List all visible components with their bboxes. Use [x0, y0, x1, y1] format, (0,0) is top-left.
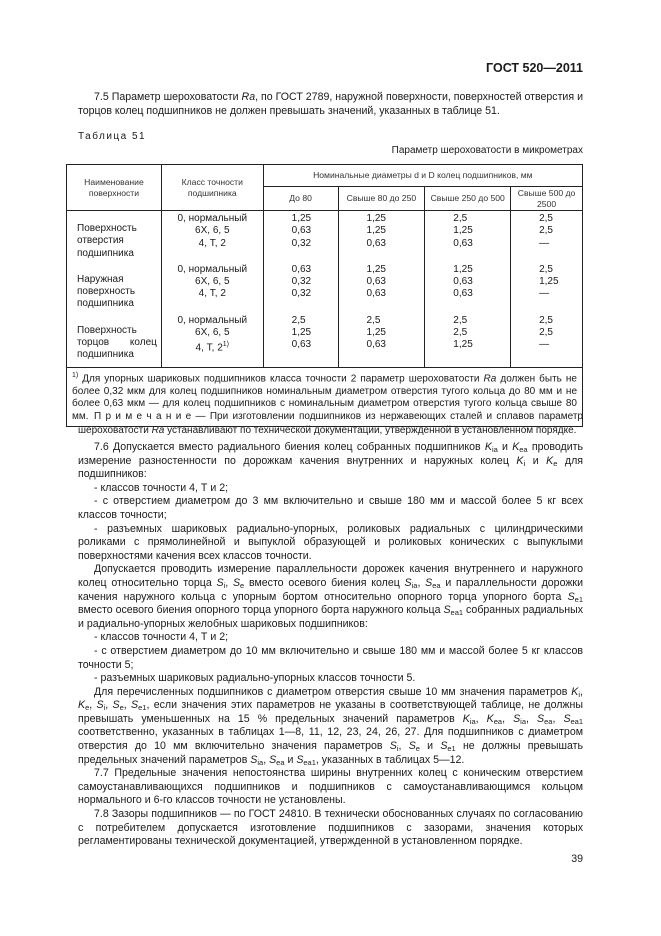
subscript: i [578, 689, 581, 699]
subscript: ea [432, 580, 441, 590]
text-run: , по ГОСТ 2789, наружной поверхности, поверхностей отверстия и торцов колец подшипников не должен превышать значений, указанных в таблице 51. [78, 91, 583, 117]
roughness-value: 0,63 [425, 276, 511, 288]
table-row [67, 262, 583, 276]
subscript: e1 [574, 594, 583, 604]
body-text [78, 441, 583, 849]
roughness-value: 2,5 [338, 313, 425, 327]
accuracy-class [161, 211, 263, 226]
italic-symbol: S [296, 753, 304, 766]
italic-symbol: S [408, 740, 416, 753]
superscript: 1) [72, 372, 79, 379]
text-run: , указанных в таблицах 5—12. [315, 753, 465, 766]
roughness-value: 0,63 [263, 225, 338, 237]
subscript: ea [493, 716, 503, 726]
roughness-value: 0,63 [338, 276, 425, 288]
header-diam-col: До 80 [263, 187, 338, 211]
surface-name: Наружная поверхность подшипника [67, 262, 162, 313]
text-run: - разъемных шариковых радиально-упорных, роликовых радиальных с цилиндрическими роликами с прямолинейной и выпуклой образующей и роликовых конических с выпуклыми поверхностями качения всех классов точности. [78, 522, 583, 562]
text-run: вместо осевого биения колец [244, 576, 405, 589]
accuracy-class-label: 4, Т, 2 [195, 342, 223, 354]
accuracy-class-label: 6Х, 6, 5 [195, 276, 230, 288]
subscript: ea1 [303, 757, 316, 767]
roughness-value: 2,5 [425, 327, 511, 339]
accuracy-class-label: 6Х, 6, 5 [195, 327, 230, 339]
text-run: должен быть не более 0,32 мкм для колец подшипников номинальным диаметром отверстия тугого кольца до 80 мм и не более 0,63 мкм — для колец подшипников с номинальным диаметром отверстия тугого кольца свыше 80 мм. [72, 373, 577, 422]
roughness-value: 2,5 [511, 327, 583, 339]
roughness-value: 1,25 [338, 225, 425, 237]
text-run: Допускается проводить измерение параллельности дорожек качения внутреннего и наружного колец относительно торца [78, 563, 583, 589]
roughness-value: 1,25 [338, 262, 425, 276]
roughness-value: 1,25 [425, 225, 511, 237]
roughness-value: 0,63 [263, 339, 338, 367]
text-run: собранных радиальных и радиально-упорных желобных шариковых подшипников: [78, 604, 583, 630]
accuracy-class [161, 327, 263, 339]
text-run: , [417, 576, 426, 589]
text-run: , [105, 699, 113, 712]
text-run: - классов точности 4, Т и 2; [94, 631, 229, 644]
roughness-value: — [511, 238, 583, 262]
table-caption: Таблица 51 [78, 131, 147, 142]
text-run: 7.8 Зазоры подшипников — по ГОСТ 24810. В технически обоснованных случаях по согласованию с потребителем допускается изготовление подшипников с зазорами, значения которых регламентированы технической документацией, утвержденной в установленном порядке. [78, 808, 583, 848]
italic-symbol: K [462, 712, 470, 725]
italic-symbol: Ra [151, 424, 165, 436]
paragraph [78, 523, 583, 564]
text-run: , если значения этих параметров не указаны в соответствующей таблице, не должны превышать уменьшенных на 15 % предельных значений параметров [78, 699, 583, 725]
roughness-value: 2,5 [511, 262, 583, 276]
roughness-value: 1,25 [338, 211, 425, 226]
subscript: ea [519, 445, 528, 454]
italic-symbol: S [440, 740, 448, 753]
subscript: ia [411, 580, 418, 590]
italic-symbol: Ra [483, 373, 497, 385]
text-run: - с отверстием диаметром до 10 мм включительно и свыше 180 мм и массой более 5 кг классов точности 5; [78, 644, 583, 671]
text-run: проводить измерение разностенности по дорожкам качения внутренних и наружных колец [78, 441, 583, 467]
roughness-table [66, 164, 583, 427]
italic-symbol: K [571, 685, 579, 698]
paragraph [78, 808, 583, 849]
roughness-value: 2,5 [263, 313, 338, 327]
text-run: , [526, 712, 538, 725]
document-code: ГОСТ 520—2011 [486, 61, 583, 75]
header-diameters: Номинальные диаметры d и D колец подшипников, мм [263, 165, 582, 187]
page-number: 39 [571, 853, 583, 865]
text-run: , [263, 753, 270, 766]
subscript: i [223, 580, 226, 590]
italic-symbol: S [250, 753, 258, 766]
text-run: , [398, 740, 409, 753]
text-run: и [525, 454, 547, 467]
accuracy-class-label: 4, Т, 2 [198, 237, 226, 249]
roughness-value: — [511, 288, 583, 312]
text-run: Для упорных шариковых подшипников класса точности 2 параметр шероховатости [78, 373, 484, 385]
text-run: - разъемных шариковых радиально-упорных классов точности 5. [94, 672, 416, 685]
table-units-note: Параметр шероховатости в микрометрах [391, 145, 583, 156]
text-run: Для перечисленных подшипников с диаметром отверстия свыше 10 мм значения параметров [94, 685, 572, 698]
accuracy-class [161, 238, 263, 262]
header-diam-col: Свыше 80 до 250 [338, 187, 425, 211]
surface-name: Поверхность отверстия подшипника [67, 211, 162, 262]
text-run: для подшипников: [78, 454, 583, 481]
text-run: , [123, 699, 132, 712]
roughness-value: 0,32 [263, 238, 338, 262]
italic-symbol: S [269, 753, 277, 766]
text-run: , [552, 712, 564, 725]
text-run: П р и м е ч а н и е — При изготовлении подшипников из нержавеющих сталей и сплавов параметр шероховатости [78, 411, 583, 436]
text-run: и [497, 441, 513, 453]
roughness-value: 2,5 [511, 225, 583, 237]
subscript: i [396, 744, 399, 754]
header-diam-col: Свыше 500 до 2500 [511, 187, 583, 211]
subscript: e1 [138, 703, 147, 713]
surface-name: Поверхность торцов колец подшипника [67, 313, 162, 368]
roughness-value: 0,63 [425, 288, 511, 312]
roughness-value: 0,32 [263, 276, 338, 288]
accuracy-class [161, 339, 263, 367]
accuracy-class-label: 0, нормальный [177, 263, 248, 275]
text-run: - с отверстием диаметром до 3 мм включительно и свыше 180 мм и массой более 5 кг всех классов точности; [78, 495, 583, 521]
roughness-value: 2,5 [511, 313, 583, 327]
header-class: Класс точности подшипника [161, 165, 263, 211]
paragraph-7-5 [78, 91, 583, 118]
accuracy-class [161, 276, 263, 288]
paragraph [78, 767, 583, 808]
italic-symbol: K [516, 454, 524, 467]
text-run: , [89, 699, 97, 712]
footnote-ref: 1) [222, 341, 230, 349]
roughness-value: 1,25 [511, 276, 583, 288]
subscript: ea1 [570, 716, 584, 726]
italic-symbol: S [537, 712, 545, 725]
table-row [67, 313, 583, 327]
italic-symbol: S [112, 699, 120, 712]
italic-symbol: S [404, 576, 412, 589]
accuracy-class [161, 225, 263, 237]
text-run: устанавливают по технической документации, утвержденной в установленном порядке. [164, 424, 577, 436]
table-note [78, 410, 583, 437]
italic-symbol: S [232, 576, 241, 589]
header-surface: Наименование поверхности [67, 165, 162, 211]
roughness-value: — [511, 339, 583, 367]
subscript: e [119, 703, 124, 713]
italic-symbol: S [425, 576, 433, 589]
paragraph [78, 672, 583, 686]
italic-symbol: S [389, 740, 397, 753]
text-run: , [475, 712, 487, 725]
text-run: и параллельности дорожки качения наружного кольца с упорным бортом относительно опорного торца упорного борта [78, 576, 583, 603]
text-run: и [419, 740, 441, 753]
italic-symbol: S [216, 576, 224, 589]
roughness-value: 2,5 [511, 211, 583, 226]
subscript: ea [544, 716, 553, 726]
roughness-value: 0,32 [263, 288, 338, 312]
paragraph [78, 563, 583, 631]
italic-symbol: K [546, 454, 554, 467]
roughness-value: 1,25 [263, 211, 338, 226]
paragraph [78, 631, 583, 645]
subscript: e [85, 703, 90, 713]
accuracy-class-label: 0, нормальный [177, 314, 248, 326]
subscript: e1 [447, 744, 456, 754]
text-run: 7.5 Параметр шероховатости [94, 91, 242, 103]
paragraph [78, 645, 583, 672]
roughness-value: 0,63 [338, 339, 425, 367]
paragraph [78, 686, 583, 768]
subscript: ia [491, 445, 498, 454]
italic-symbol: S [563, 712, 571, 725]
table-row [67, 211, 583, 226]
italic-symbol: S [567, 590, 575, 603]
header-diam-col: Свыше 250 до 500 [425, 187, 511, 211]
italic-symbol: K [484, 441, 492, 453]
roughness-value: 1,25 [425, 339, 511, 367]
italic-symbol: K [486, 712, 494, 725]
subscript: e [240, 580, 245, 590]
italic-symbol: Ra [241, 91, 256, 103]
text-run: вместо осевого биения опорного торца упорного борта наружного кольца [78, 604, 444, 617]
subscript: ia [257, 757, 264, 767]
subscript: ea [276, 757, 285, 767]
italic-symbol: S [96, 699, 104, 712]
subscript: ia [469, 716, 476, 726]
paragraph [78, 441, 583, 482]
subscript: e [553, 458, 558, 468]
roughness-value: 2,5 [425, 211, 511, 226]
italic-symbol: S [131, 699, 139, 712]
roughness-value: 2,5 [425, 313, 511, 327]
italic-symbol: S [513, 712, 521, 725]
accuracy-class [161, 262, 263, 276]
text-run: и [284, 753, 297, 766]
accuracy-class-label: 0, нормальный [177, 213, 248, 224]
roughness-value: 1,25 [338, 327, 425, 339]
accuracy-class-label: 6Х, 6, 5 [195, 225, 230, 237]
paragraph [78, 495, 583, 522]
subscript: i [523, 458, 526, 468]
roughness-value: 1,25 [263, 327, 338, 339]
paragraph [78, 482, 583, 496]
text-run: соответственно, указанных в таблицах 1—8, 11, 12, 23, 24, 26, 27. Для подшипников с диаметром отверстия до 10 мм включительно значения параметров [78, 726, 583, 753]
text-run: 7.7 Предельные значения непостоянства ширины внутренних колец с коническим отверстием самоустанавливающихся подшипников и подшипников с самоустанавливающимся кольцом нормального и 6-го классов точности не установлены. [78, 767, 583, 807]
italic-symbol: K [512, 441, 520, 453]
italic-symbol: K [78, 699, 86, 712]
text-run: , [225, 576, 233, 589]
subscript: ia [520, 716, 527, 726]
accuracy-class-label: 4, Т, 2 [198, 288, 226, 300]
roughness-value: 0,63 [338, 238, 425, 262]
text-run: - классов точности 4, Т и 2; [94, 481, 229, 494]
subscript: i [103, 703, 106, 713]
accuracy-class [161, 288, 263, 312]
text-run: не должны превышать предельных значений параметров [78, 740, 583, 766]
roughness-value: 0,63 [263, 262, 338, 276]
italic-symbol: S [443, 604, 451, 617]
accuracy-class [161, 313, 263, 327]
text-run: , [502, 712, 514, 725]
roughness-value: 0,63 [338, 288, 425, 312]
text-run: , [580, 685, 583, 698]
roughness-value: 1,25 [425, 262, 511, 276]
roughness-value: 0,63 [425, 238, 511, 262]
subscript: ea1 [450, 608, 464, 618]
subscript: e [415, 744, 420, 754]
text-run: 7.6 Допускается вместо радиального биения колец собранных подшипников [94, 441, 485, 453]
